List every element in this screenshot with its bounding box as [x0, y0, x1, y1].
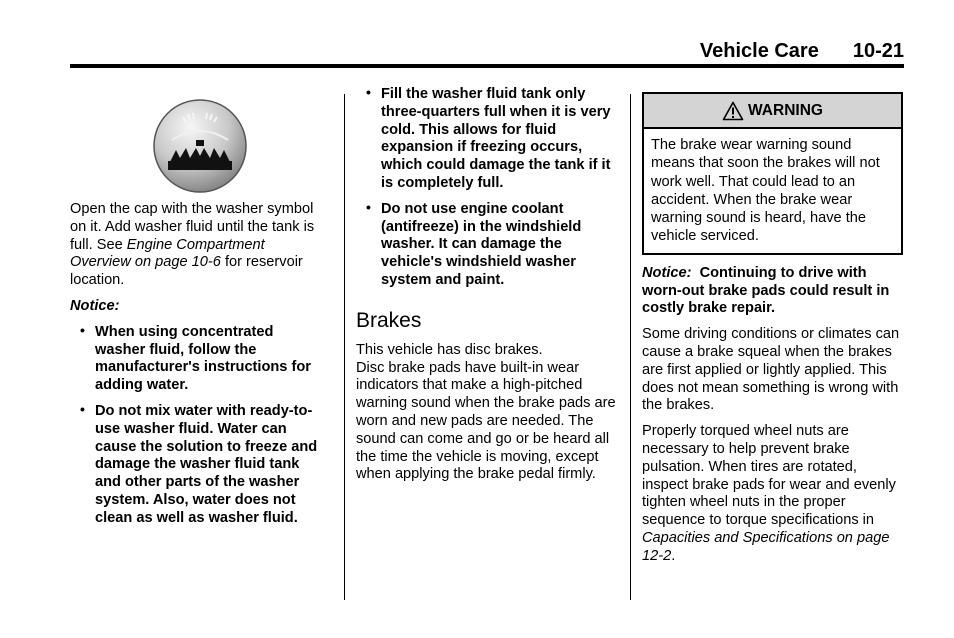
list-item: • Do not mix water with ready-to-use washer fluid. Water can cause the solution to freeze and damage the washer fluid tank and other parts of the washer system. Also, water does not clean as well as washer fluid.	[80, 400, 318, 526]
section-name: Vehicle Care	[699, 40, 819, 62]
warning-text: The brake wear warning sound means that soon the brakes will not work well. That could lead to an accident. When the brake wear warning sound is heard, have the vehicle serviced.	[651, 137, 880, 245]
section-heading-brakes: Brakes	[356, 308, 422, 332]
header-rule	[70, 64, 904, 68]
list-item: • When using concentrated washer fluid, follow the manufacturer's instructions for adding water.	[80, 321, 311, 394]
list-item: • Fill the washer fluid tank only three-quarters full when it is very cold. This allows for fluid expansion if freezing occurs, which could damage the tank if it is completely full.	[366, 84, 611, 191]
column-3	[642, 92, 904, 574]
notice-text: Continuing to drive with worn-out brake pads could result in costly brake repair.	[642, 264, 890, 317]
bullet-icon: •	[80, 321, 85, 338]
warning-box	[642, 92, 903, 255]
washer-fluid-symbol-icon	[152, 98, 248, 194]
column-divider-1	[344, 94, 345, 600]
bullet-icon: •	[366, 84, 371, 100]
notice-label: Notice:	[70, 297, 120, 314]
capacities-link[interactable]: Capacities and Specifications on page 12-2	[642, 529, 890, 564]
list-item: • Do not use engine coolant (antifreeze) in the windshield washer. It can damage the vehicle's windshield washer system and paint.	[366, 198, 582, 288]
intro-tail: for reservoir location.	[70, 254, 303, 289]
paragraph: This vehicle has disc brakes.	[356, 341, 543, 358]
notice-paragraph	[642, 265, 904, 318]
bullet-icon: •	[80, 400, 85, 417]
engine-compartment-link[interactable]: Engine Compartment Overview on page 10-6	[70, 236, 265, 271]
column-divider-2	[630, 94, 631, 600]
paragraph: Properly torqued wheel nuts are necessary to help prevent brake pulsation. When tires are rotated, inspect brake pads for wear and evenly tighten wheel nuts in the proper sequence to torque specifications in Capacities and Specifications on page 12-2.	[642, 423, 896, 564]
notice-label: Notice:	[642, 264, 692, 281]
warning-label: WARNING	[748, 101, 823, 119]
column-1	[70, 92, 325, 536]
notice-list-continued	[356, 86, 618, 290]
warning-header	[644, 94, 901, 129]
warning-triangle-icon	[722, 101, 744, 121]
page-number: 10-21	[852, 40, 904, 62]
notice-list	[70, 321, 325, 528]
intro-text: Open the cap with the washer symbol on it. Add washer fluid until the tank is full. See	[70, 201, 315, 253]
intro-paragraph	[70, 201, 325, 290]
bullet-icon: •	[366, 198, 371, 215]
column-2	[356, 86, 618, 484]
paragraph: Disc brake pads have built-in wear indicators that make a high-pitched warning sound when the brake pads are worn and new pads are needed. The sound can come and go or be heard all the time the vehicle is moving, except when applying the brake pedal firmly.	[356, 359, 616, 483]
paragraph: Some driving conditions or climates can cause a brake squeal when the brakes are first applied or lightly applied. This does not mean something is wrong with the brakes.	[642, 326, 900, 414]
page-header	[640, 38, 904, 64]
